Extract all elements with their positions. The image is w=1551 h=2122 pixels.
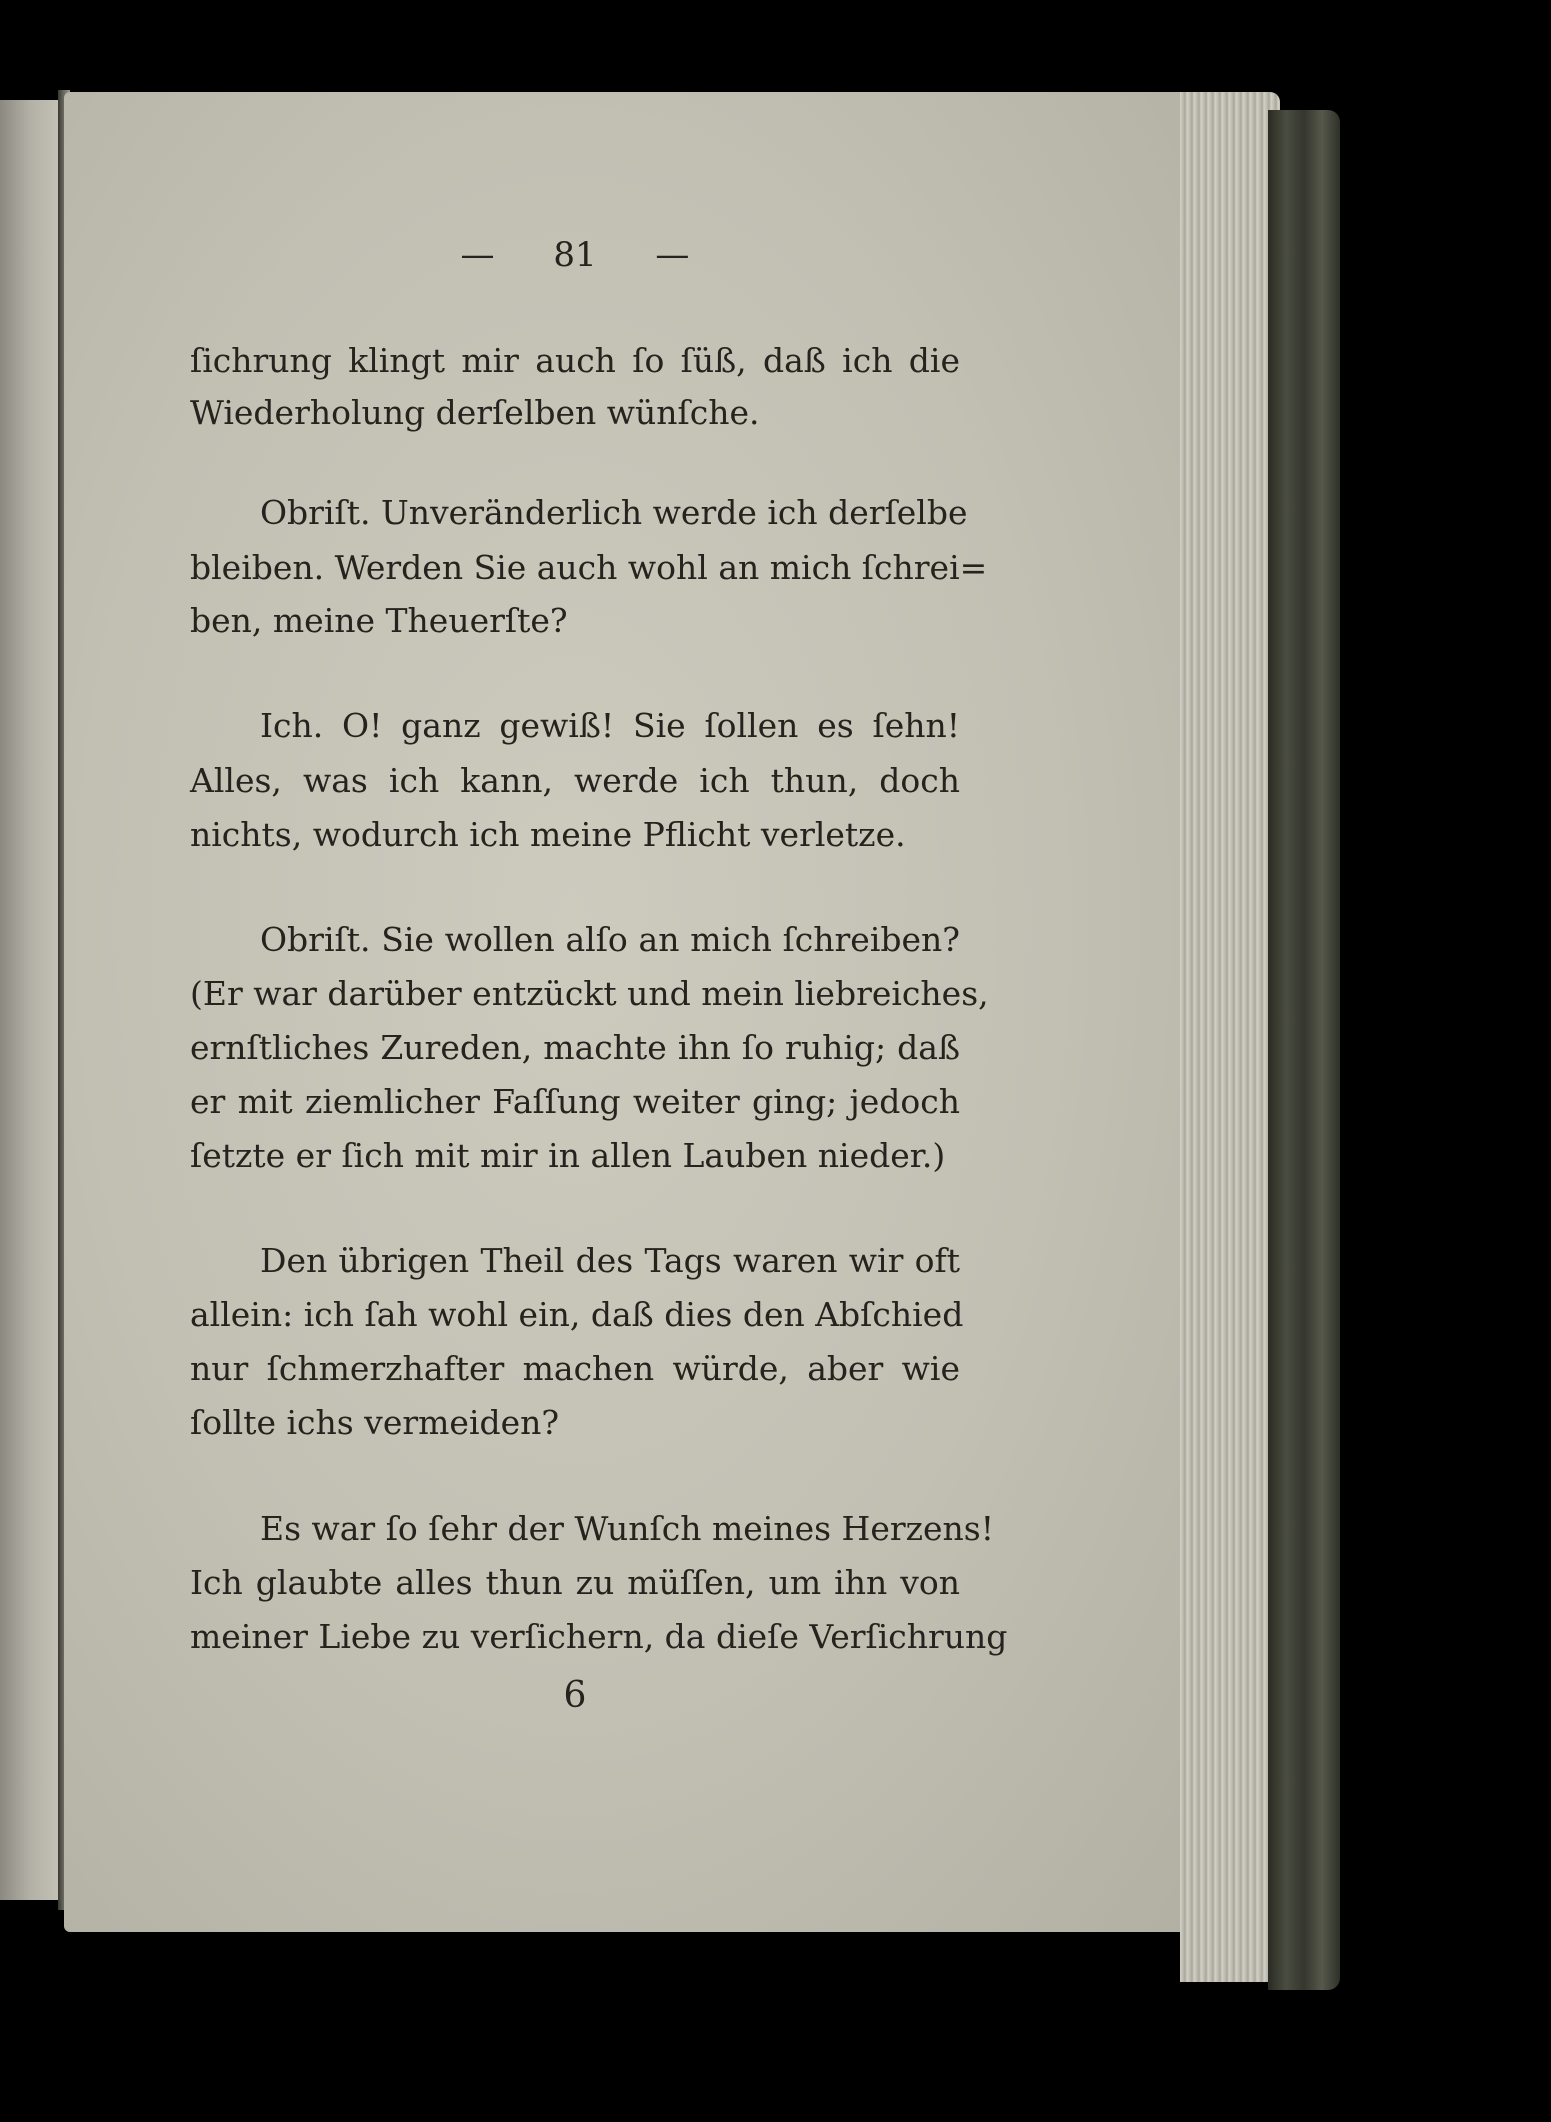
- signature-mark: 6: [563, 1675, 587, 1716]
- text-line: ſichrung klingt mir auch ſo ſüß, daß ich die: [190, 341, 960, 380]
- text-line: nichts, wodurch ich meine Pflicht verletze.: [190, 815, 906, 854]
- text-line: ſetzte er ſich mit mir in allen Lauben nieder.): [190, 1136, 946, 1175]
- facing-page-edge: [0, 100, 60, 1900]
- text-line: Alles, was ich kann, werde ich thun, doch: [190, 761, 960, 800]
- text-line: allein: ich ſah wohl ein, daß dies den Abſchied: [190, 1295, 964, 1334]
- text-line: Ich. O! ganz gewiß! Sie ſollen es ſehn!: [260, 706, 960, 745]
- text-line: Den übrigen Theil des Tags waren wir oft: [260, 1241, 960, 1280]
- text-line: Obriſt. Sie wollen alſo an mich ſchreiben?: [260, 920, 960, 959]
- text-line: Es war ſo ſehr der Wunſch meines Herzens!: [260, 1509, 995, 1548]
- text-line: ben, meine Theuerſte?: [190, 601, 568, 640]
- text-line: meiner Liebe zu verſichern, da dieſe Verſichrung: [190, 1617, 1008, 1656]
- text-line: (Er war darüber entzückt und mein liebreiches,: [190, 974, 989, 1013]
- page-edges: [1180, 92, 1280, 1982]
- text-line: nur ſchmerzhafter machen würde, aber wie: [190, 1349, 960, 1388]
- text-line: Ich glaubte alles thun zu müſſen, um ihn von: [190, 1563, 960, 1602]
- text-line: er mit ziemlicher Faſſung weiter ging; jedoch: [190, 1082, 960, 1121]
- text-line: bleiben. Werden Sie auch wohl an mich ſchrei=: [190, 548, 988, 587]
- page-header: — 81 —: [460, 235, 690, 275]
- text-line: ernſtliches Zureden, machte ihn ſo ruhig; daß: [190, 1028, 960, 1067]
- text-line: Wiederholung derſelben wünſche.: [190, 393, 760, 432]
- text-line: Obriſt. Unveränderlich werde ich derſelbe: [260, 493, 968, 532]
- book-cover-edge: [1268, 110, 1340, 1990]
- text-line: ſollte ichs vermeiden?: [190, 1403, 560, 1442]
